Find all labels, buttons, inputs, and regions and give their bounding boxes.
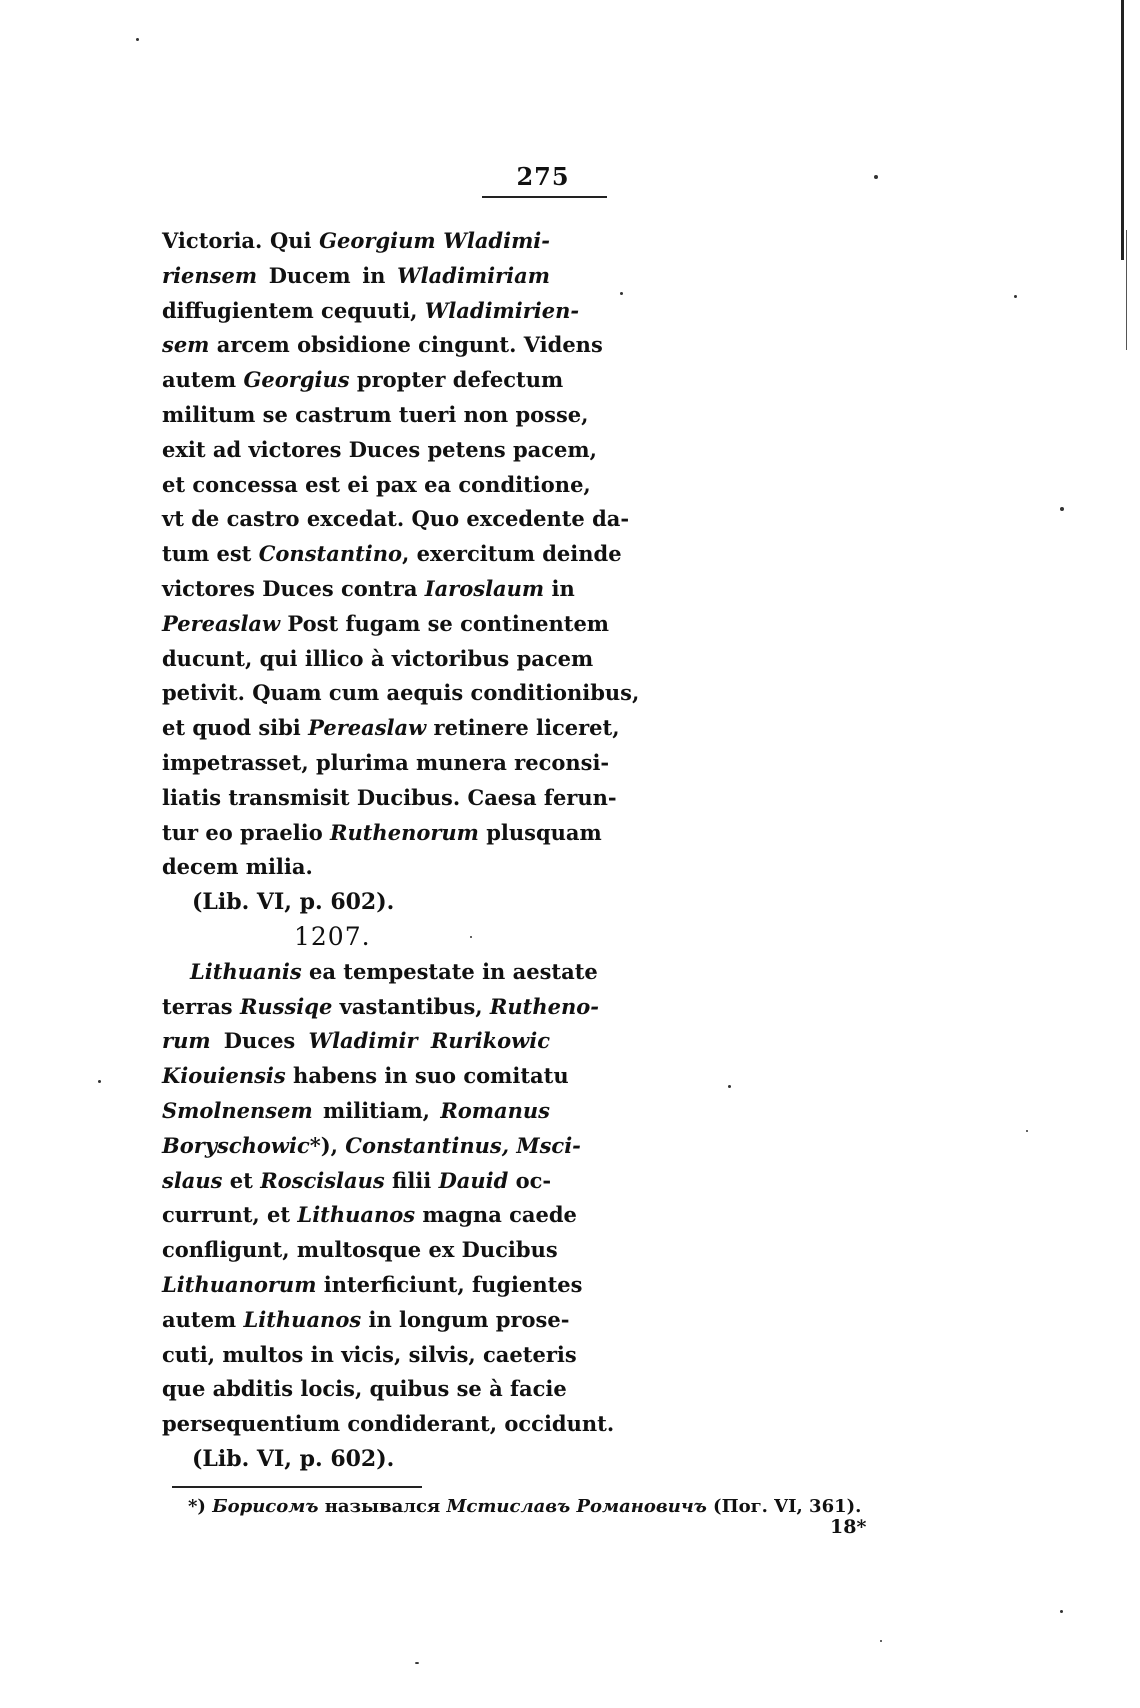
scan-speck — [415, 1662, 419, 1664]
italic-name: Wladimir Rurikowic — [308, 1028, 550, 1054]
signature-mark: 18* — [830, 1516, 867, 1538]
text-line — [162, 259, 550, 294]
text-segment: que abditis locis, quibus se à facie — [162, 1376, 567, 1402]
footnote-marker: *) — [188, 1496, 206, 1517]
scan-speck — [98, 1080, 101, 1083]
page-edge-shadow — [1121, 0, 1124, 260]
text-segment: et concessa est ei pax ea conditione, — [162, 471, 591, 497]
page-edge-shadow-thin — [1126, 230, 1127, 350]
text-line — [162, 955, 598, 990]
header-rule — [482, 196, 607, 198]
text-line — [162, 363, 564, 398]
text-segment: liatis transmisit Ducibus. Caesa ferun- — [162, 784, 617, 810]
entry-2-reference: (Lib. VI, p. 602). — [192, 1445, 395, 1472]
text-segment: petivit. Quam cum aequis conditionibus, — [162, 680, 640, 706]
text-segment: decem milia. — [162, 854, 313, 880]
scan-speck — [880, 1640, 882, 1642]
text-segment: Ducem in — [257, 262, 398, 288]
text-line — [162, 572, 575, 607]
text-line — [162, 607, 610, 642]
text-line — [162, 850, 550, 885]
text-segment: ea tempestate in aestate — [301, 958, 598, 984]
italic-name: Lithuanorum — [162, 1271, 317, 1297]
footnote-text-2: (Пог. VI, 361). — [706, 1496, 862, 1517]
italic-name: Lithuanos — [297, 1202, 416, 1228]
text-segment: victores Duces contra — [162, 575, 425, 601]
text-line — [162, 468, 591, 503]
text-line — [162, 1338, 577, 1373]
text-line — [162, 1164, 550, 1199]
footnote-rule — [172, 1486, 422, 1488]
scan-speck — [1026, 1130, 1028, 1132]
text-line — [162, 502, 630, 537]
text-segment: autem — [162, 1306, 244, 1332]
text-segment: militum se castrum tueri non posse, — [162, 401, 589, 427]
italic-name: Constantino — [258, 541, 403, 567]
text-segment: magna caede — [415, 1202, 577, 1228]
text-line — [162, 711, 620, 746]
text-segment: exit ad victores Duces petens pacem, — [162, 436, 597, 462]
text-segment: terras — [162, 993, 240, 1019]
text-segment: vt de castro excedat. Quo excedente da- — [162, 506, 630, 532]
text-segment: in — [544, 575, 575, 601]
text-line — [162, 433, 597, 468]
text-segment: plusquam — [478, 819, 602, 845]
italic-name: Dauid — [438, 1167, 509, 1193]
italic-name: Georgium Wladimi- — [319, 228, 550, 253]
italic-name: Pereaslaw — [162, 610, 281, 636]
text-line — [162, 1268, 583, 1303]
scan-speck — [470, 936, 472, 938]
text-line — [162, 294, 580, 329]
text-segment: militiam, — [312, 1097, 441, 1123]
italic-name: sem — [162, 332, 210, 358]
text-segment: cuti, multos in vicis, silvis, caeteris — [162, 1341, 577, 1367]
text-segment: currunt, et — [162, 1202, 298, 1228]
entry-1206 — [162, 224, 640, 885]
text-segment: filii — [384, 1167, 439, 1193]
text-segment: persequentium condiderant, occidunt. — [162, 1411, 615, 1437]
footnote-italic-1: Борисомъ — [212, 1496, 319, 1517]
text-line — [162, 224, 550, 259]
text-segment: in longum prose- — [361, 1306, 570, 1332]
text-line — [162, 1094, 550, 1129]
italic-name: Wladimiriam — [397, 262, 550, 288]
scan-speck — [1060, 1610, 1063, 1613]
italic-name: riensem — [162, 262, 258, 288]
text-segment: Post fugam se continentem — [280, 610, 610, 636]
text-segment: autem — [162, 367, 244, 393]
text-segment: diffugientem cequuti, — [162, 297, 425, 323]
italic-name: Boryschowic — [162, 1132, 310, 1158]
text-segment: interficiunt, fugientes — [316, 1271, 583, 1297]
text-segment: et quod sibi — [162, 715, 309, 741]
text-line — [162, 537, 622, 572]
italic-name: Wladimirien- — [424, 297, 580, 323]
italic-name: Lithuanis — [190, 958, 302, 984]
text-segment: habens in suo comitatu — [285, 1063, 569, 1089]
italic-name: Lithuanos — [243, 1306, 362, 1332]
italic-name: Pereaslaw — [308, 715, 427, 741]
text-segment: Victoria. Qui — [162, 228, 320, 253]
italic-name: slaus — [162, 1167, 223, 1193]
text-column — [162, 224, 640, 1477]
italic-name: Roscislaus — [260, 1167, 385, 1193]
year-heading: 1207. — [294, 921, 371, 951]
entry-1-reference: (Lib. VI, p. 602). — [192, 889, 395, 916]
text-line — [162, 1198, 577, 1233]
italic-name: Smolnensem — [162, 1097, 313, 1123]
text-segment: arcem obsidione cingunt. Videns — [209, 332, 603, 358]
scan-speck — [874, 175, 878, 179]
italic-name: Ruthenorum — [330, 819, 479, 845]
text-line — [162, 398, 589, 433]
italic-name: rum — [162, 1028, 211, 1054]
text-segment: et — [222, 1167, 261, 1193]
text-line — [162, 990, 599, 1025]
text-line — [162, 642, 594, 677]
text-line — [162, 1024, 550, 1059]
scan-speck — [728, 1085, 731, 1088]
italic-name: Kiouiensis — [162, 1063, 286, 1089]
text-line — [162, 1303, 570, 1338]
text-segment: impetrasset, plurima munera reconsi- — [162, 749, 610, 775]
text-segment: Duces — [210, 1028, 309, 1054]
text-segment: tum est — [162, 541, 259, 567]
entry-1207 — [162, 955, 615, 1442]
text-segment: confligunt, multosque ex Ducibus — [162, 1237, 558, 1263]
text-line — [162, 781, 617, 816]
italic-name: Romanus — [440, 1097, 550, 1123]
text-segment: retinere liceret, — [426, 715, 620, 741]
italic-name: Georgius — [243, 367, 350, 393]
text-segment: oc- — [508, 1167, 552, 1193]
text-line — [162, 328, 603, 363]
footnote-text-1: назывался — [318, 1496, 447, 1517]
text-segment: propter defectum — [349, 367, 564, 393]
footnote-italic-2: Мстиславъ Романовичъ — [446, 1496, 707, 1517]
text-line — [162, 1407, 615, 1442]
text-line — [162, 1059, 569, 1094]
text-line — [162, 1372, 567, 1407]
italic-name: Rutheno- — [489, 993, 599, 1019]
text-segment: ducunt, qui illico à victoribus pacem — [162, 645, 594, 671]
italic-name: Constantinus, Msci- — [345, 1132, 581, 1158]
footnote — [188, 1496, 862, 1517]
scan-speck — [620, 292, 623, 295]
page-number: 275 — [516, 162, 570, 191]
text-segment: *), — [309, 1132, 346, 1158]
scan-speck — [1060, 507, 1064, 511]
text-segment: tur eo praelio — [162, 819, 331, 845]
scan-speck — [136, 38, 139, 41]
text-line — [162, 676, 640, 711]
italic-name: Iaroslaum — [424, 575, 545, 601]
text-line — [162, 746, 610, 781]
text-line — [162, 1233, 558, 1268]
italic-name: Russiqe — [239, 993, 333, 1019]
text-segment: vastantibus, — [332, 993, 490, 1019]
text-line — [162, 1129, 581, 1164]
text-line — [162, 816, 602, 851]
text-segment: , exercitum deinde — [402, 541, 622, 567]
scan-speck — [1014, 295, 1017, 298]
